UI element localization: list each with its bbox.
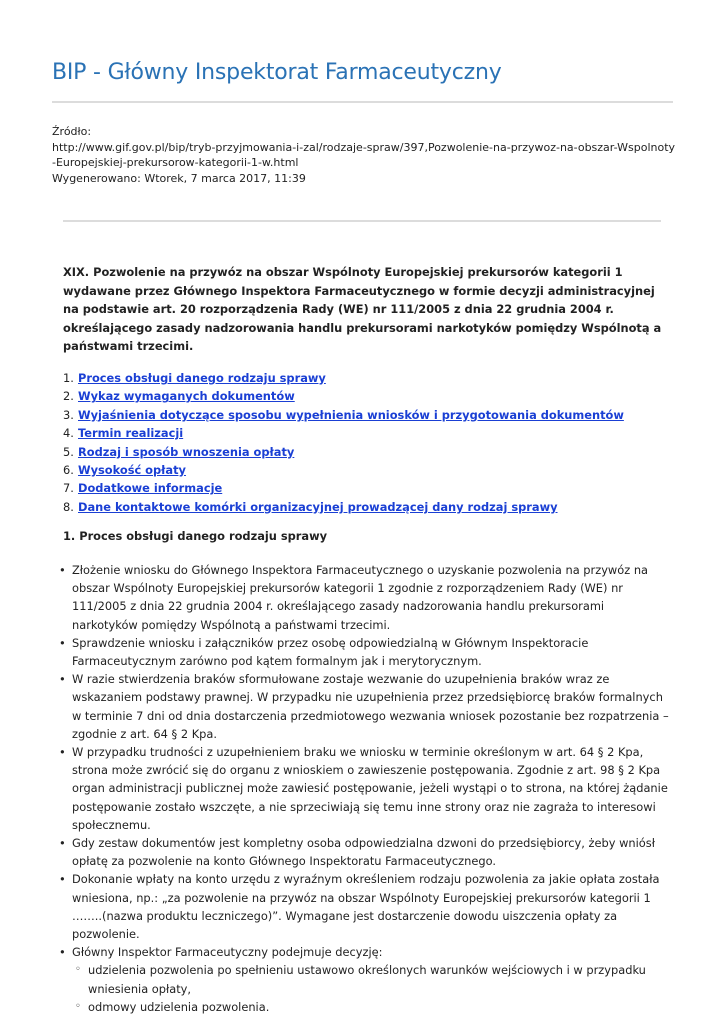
toc-number: 7. xyxy=(63,481,74,496)
toc-link-proces[interactable]: Proces obsługi danego rodzaju sprawy xyxy=(78,371,326,385)
content-divider xyxy=(63,220,661,222)
toc-number: 4. xyxy=(63,426,74,441)
toc-item xyxy=(63,443,624,461)
sub-list-item: ◦ udzielenia pozwolenia po spełnieniu ustawowo określonych warunków wejściowych i w przypadku wniesienia opłaty, xyxy=(72,961,669,997)
toc-item xyxy=(63,387,624,405)
generated-timestamp: Wygenerowano: Wtorek, 7 marca 2017, 11:39 xyxy=(52,171,306,185)
toc-number: 3. xyxy=(63,407,74,422)
toc-link-dodatkowe[interactable]: Dodatkowe informacje xyxy=(78,481,223,496)
toc-link-termin[interactable]: Termin realizacji xyxy=(78,426,184,441)
source-block xyxy=(52,124,677,186)
list-item: • W przypadku trudności z uzupełnieniem braku we wniosku w terminie określonym w art. 64 § 2 Kpa, strona może zwrócić się do organu z wnioskiem o zawieszenie postępowania. Zgodnie z art. 98 § 2 Kpa organ administracji publicznej może zawiesić postępowanie, jeżeli wystąpi o to strona, na której żądanie postępowanie zostało wszczęte, a nie sprzeciwiają się temu inne strony oraz nie zagraża to interesowi społecznemu. xyxy=(59,743,669,834)
toc-link-wyjasnienia[interactable]: Wyjaśnienia dotyczące sposobu wypełnienia wniosków i przygotowania dokumentów xyxy=(78,407,624,422)
toc-item xyxy=(63,406,624,424)
toc-number: 6. xyxy=(63,463,74,478)
toc-link-rodzaj-oplaty[interactable]: Rodzaj i sposób wnoszenia opłaty xyxy=(78,444,295,459)
list-item: • Gdy zestaw dokumentów jest kompletny osoba odpowiedzialna dzwoni do przedsiębiorcy, żeby wniósł opłatę za pozwolenie na konto Głównego Inspektoratu Farmaceutycznego. xyxy=(59,834,669,870)
list-item: • W razie stwierdzenia braków sformułowane zostaje wezwanie do uzupełnienia braków wraz ze wskazaniem podstawy prawnej. W przypadku nie uzupełnienia przez przedsiębiorcę braków formalnych w terminie 7 dni od dnia dostarczenia przedmiotowego wezwania wniosek pozostanie bez rozpatrzenia – zgodnie z art. 64 § 2 Kpa. xyxy=(59,670,669,743)
list-item: • Sprawdzenie wniosku i załączników przez osobę odpowiedzialną w Głównym Inspektoracie Farmaceutycznym zarówno pod kątem formalnym jak i merytorycznym. xyxy=(59,634,669,670)
page-title: BIP - Główny Inspektorat Farmaceutyczny xyxy=(52,60,502,85)
toc-link-kontakt[interactable]: Dane kontaktowe komórki organizacyjnej prowadzącej dany rodzaj sprawy xyxy=(78,499,558,514)
toc-number: 8. xyxy=(63,499,74,514)
list-item: • Dokonanie wpłaty na konto urzędu z wyraźnym określeniem rodzaju pozwolenia za jakie opłata została wniesiona, np.: „za pozwolenie na przywóz na obszar Wspólnoty Europejskiej prekursorów kategorii 1 ……..(nazwa produktu leczniczego)”. Wymagane jest dostarczenie dowodu uiszczenia opłaty za pozwolenie. xyxy=(59,870,669,943)
toc-item xyxy=(63,498,624,516)
sub-list-item: ◦ odmowy udzielenia pozwolenia. xyxy=(72,998,669,1016)
toc-link-wysokosc-oplaty[interactable]: Wysokość opłaty xyxy=(78,463,186,478)
list-item-text: Główny Inspektor Farmaceutyczny podejmuje decyzję: xyxy=(72,945,383,960)
toc-item xyxy=(63,424,624,442)
decision-sublist xyxy=(72,961,669,1016)
list-item xyxy=(59,943,669,1016)
table-of-contents xyxy=(63,369,624,516)
header-divider xyxy=(52,101,673,103)
toc-item xyxy=(63,461,624,479)
toc-number: 5. xyxy=(63,444,74,459)
source-label: Źródło: xyxy=(52,125,92,138)
list-item: • Złożenie wniosku do Głównego Inspektora Farmaceutycznego o uzyskanie pozwolenia na przywóz na obszar Wspólnoty Europejskiej prekursorów kategorii 1 zgodnie z rozporządzeniem Rady (WE) nr 111/2005 z dnia 22 grudnia 2004 r. określającego zasady nadzorowania handlu prekursorami narkotyków pomiędzy Wspólnotą a państwami trzecimi. xyxy=(59,561,669,634)
section-title: 1. Proces obsługi danego rodzaju sprawy xyxy=(63,529,328,543)
toc-item xyxy=(63,479,624,497)
source-url: http://www.gif.gov.pl/bip/tryb-przyjmowania-i-zal/rodzaje-spraw/397,Pozwolenie-na-przywoz-na-obszar-Wspolnoty-Europejskiej-prekursorow-kategorii-1-w.html xyxy=(52,140,676,169)
toc-number: 2. xyxy=(63,389,74,404)
toc-number: 1. xyxy=(63,371,74,385)
process-list xyxy=(59,561,669,1016)
document-heading: XIX. Pozwolenie na przywóz na obszar Wspólnoty Europejskiej prekursorów kategorii 1 wydawane przez Głównego Inspektora Farmaceutycznego w formie decyzji administracyjnej na podstawie art. 20 rozporządzenia Rady (WE) nr 111/2005 z dnia 22 grudnia 2004 r. określającego zasady nadzorowania handlu prekursorami narkotyków pomiędzy Wspólnotą a państwami trzecimi. xyxy=(63,265,662,354)
toc-link-wykaz[interactable]: Wykaz wymaganych dokumentów xyxy=(78,389,295,404)
toc-item xyxy=(63,369,624,387)
